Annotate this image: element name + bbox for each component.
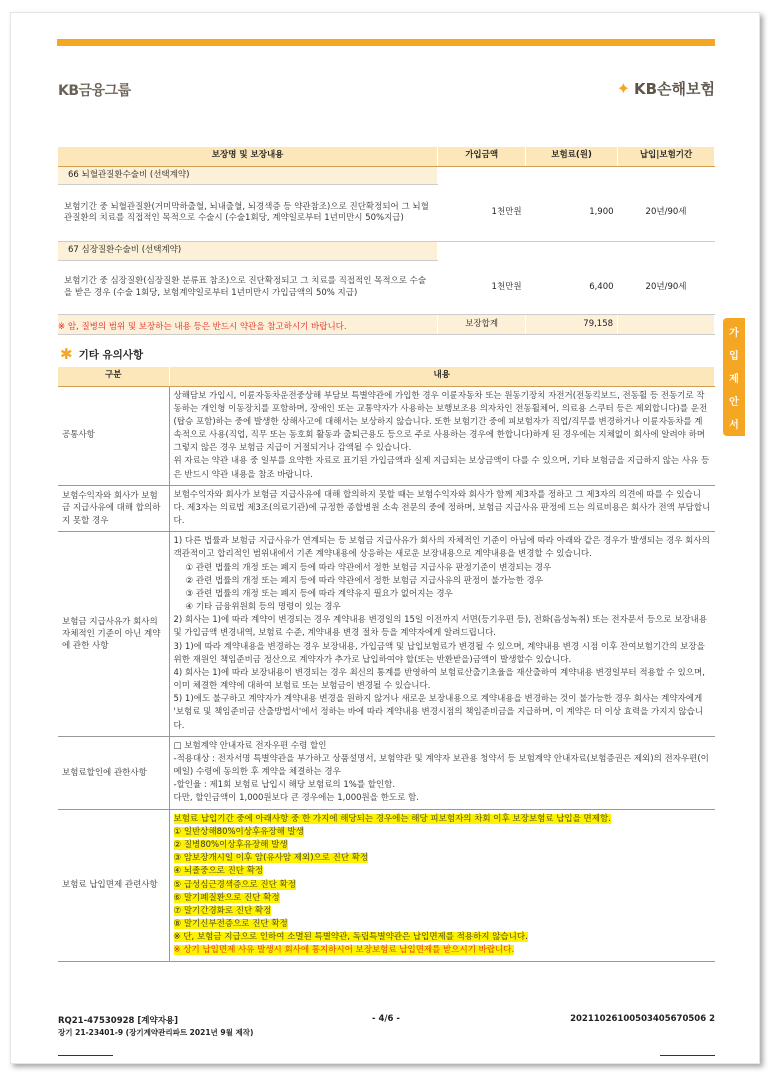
table-row xyxy=(58,242,715,261)
content-line-highlight: 보험료 납입기간 중에 아래사항 중 한 가지에 해당되는 경우에는 해당 피보험자의 차회 이후 보장보험료 납입을 면제함. xyxy=(173,813,611,824)
row-content xyxy=(169,809,715,961)
total-label: 보장합계 xyxy=(438,315,526,335)
content-line: 위 자료는 약관 내용 중 일부를 요약한 자료로 표기된 가입금액과 실제 지급되는 보상금액이 다를 수 있으며, 기타 보험금을 지급하지 않는 사유 등은 반드시 약관 내용을 참조 바랍니다. xyxy=(173,456,710,480)
content-line: 2) 회사는 1)에 따라 계약이 변경되는 경우 계약내용 변경일의 15일 이전까지 서면(등기우편 등), 전화(음성녹취) 또는 전자문서 등으로 보장내용 및 가입금액 변경내역, 보험료 수준, 계약내용 변경 절차 등을 계약자에게 알려드립니다. xyxy=(173,615,708,639)
col-coverage: 보장명 및 보장내용 xyxy=(58,147,438,166)
brand-top-bar xyxy=(57,39,715,46)
content-line: 5) 1)에도 불구하고 계약자가 계약내용 변경을 원하지 않거나 새로운 보장내용으로 계약내용을 변경하는 것이 불가능한 경우 회사는 계약자에게 '보험료 및 책임준비금 산출방법서'에서 정하는 바에 따라 계약내용 변경시점의 책임준비금을 지급하며, 이 계약은 더 이상 효력을 가지지 않습니다. xyxy=(173,694,704,731)
coverage-table xyxy=(58,147,715,335)
content-line-highlight: ※ 단, 보험금 지급으로 인하여 소멸된 특별약관, 독립특별약관은 납입면제를 적용하지 않습니다. xyxy=(173,932,528,943)
table-row xyxy=(58,485,715,532)
footer-serial: 20211026100503405670506 2 xyxy=(570,1014,715,1024)
table-row xyxy=(58,532,715,737)
coverage-name: 67 심장질환수술비 (선택계약) xyxy=(58,242,438,261)
content-line: 3) 1)에 따라 계약내용을 변경하는 경우 보장내용, 가입금액 및 납입보험료가 변경될 수 있으며, 계약내용 변경 시점 이후 잔여보험기간의 보장을 위한 재원인 책임준비금 정산으로 계약자가 추가로 납입하여야 할(또는 반환받을)금액이 발생할수 있습니다. xyxy=(173,641,705,665)
content-line: 다만, 할인금액이 1,000원보다 큰 경우에는 1,000원을 한도로 함. xyxy=(173,793,419,804)
row-content xyxy=(169,532,715,737)
col-period: 납입|보험기간 xyxy=(618,147,715,166)
content-line: □ 보험계약 안내자료 전자우편 수령 할인 xyxy=(173,740,327,751)
content-line-highlight: ① 일반상해80%이상후유장해 발생 xyxy=(173,826,304,837)
coverage-warning-note: ※ 암, 질병의 범위 및 보장하는 내용 등은 반드시 약관을 참고하시기 바랍니다. xyxy=(58,322,347,332)
row-content xyxy=(169,386,715,485)
col-category: 구분 xyxy=(58,367,169,386)
coverage-amount: 1천만원 xyxy=(438,185,526,242)
total-value: 79,158 xyxy=(526,315,618,335)
row-label: 보험수익자와 회사가 보험금 지급사유에 대해 합의하지 못할 경우 xyxy=(58,485,169,532)
kb-insurance-logo-text: KB손해보험 xyxy=(633,80,715,98)
content-line: 1) 다른 법률과 보험금 지급사유가 연계되는 등 보험금 지급사유가 회사의 자체적인 기준이 아님에 따라 아래와 같은 경우가 발생되는 경우 회사의 객관적이고 합리적인 범위내에서 기존 계약내용에 상응하는 새로운 보장내용으로 계약내용을 변경할 수 있습니다. xyxy=(173,536,710,560)
content-line-highlight: ⑧ 말기신부전증으로 진단 확정 xyxy=(173,919,288,930)
side-tab-char: 서 xyxy=(729,419,739,431)
table-row xyxy=(58,185,715,242)
content-line: ③ 관련 법률의 개정 또는 폐지 등에 따라 계약유지 필요가 없어지는 경우 xyxy=(185,588,453,599)
content-line: 보험수익자와 회사가 보험금 지급사유에 대해 합의하지 못할 때는 보험수익자와 회사가 함께 제3자를 정하고 그 제3자의 의견에 따를 수 있습니다. 제3자는 의료법 제3조(의료기관)에 규정한 종합병원 소속 전문의 중에 정하며, 보험금 지급사유 판정에 드는 의료비용은 회사가 전액 부담합니다. xyxy=(173,489,711,527)
coverage-desc: 보험기간 중 심장질환(심장질환 분류표 참조)으로 진단확정되고 그 치료를 직접적인 목적으로 수술을 받은 경우 (수술 1회당, 보험계약일로부터 1년미만시 가입금액의 50% 지급) xyxy=(58,261,438,315)
content-line-highlight: ⑦ 말기간경화로 진단 확정 xyxy=(173,905,272,916)
content-line-highlight: ④ 뇌졸중으로 진단 확정 xyxy=(173,866,264,877)
side-tab-char: 입 xyxy=(729,350,739,362)
content-line: -적용대상 : 전자서명 특별약관을 부가하고 상품설명서, 보험약관 및 계약자 보관용 청약서 등 보험계약 안내자료(보험증권은 제외)의 전자우편(이메일) 수령에 동의한 후 계약을 체결하는 경우 xyxy=(173,753,709,778)
row-label: 보험료할인에 관한사항 xyxy=(58,736,169,809)
coverage-period: 20년/90세 xyxy=(618,185,715,242)
section-title xyxy=(60,345,143,363)
content-line-highlight: ③ 암보장개시일 이후 암(유사암 제외)으로 진단 확정 xyxy=(173,853,369,864)
content-line: ① 관련 법률의 개정 또는 폐지 등에 따라 약관에서 정한 보험금 지급사유 판정기준이 변경되는 경우 xyxy=(185,562,552,573)
row-label: 보험금 지급사유가 회사의 자체적인 기준이 아닌 계약에 관한 사항 xyxy=(58,532,169,737)
content-line-highlight: ⑥ 말기폐질환으로 진단 확정 xyxy=(173,892,280,903)
content-line-highlight: ② 질병80%이상후유장해 발생 xyxy=(173,840,288,850)
footer-rule-right xyxy=(660,1055,715,1056)
row-content xyxy=(169,485,715,532)
coverage-premium: 6,400 xyxy=(526,261,618,315)
content-line-highlight-red: ※ 상기 납입면제 사유 발생시 회사에 통지하시어 보장보험료 납입면제를 받으시기 바랍니다. xyxy=(173,945,515,956)
table-row xyxy=(58,386,715,485)
row-label: 공통사항 xyxy=(58,386,169,485)
star-bullet-icon: ✱ xyxy=(60,345,73,363)
coverage-name: 66 뇌혈관질환수술비 (선택계약) xyxy=(58,166,438,185)
col-content: 내용 xyxy=(169,367,715,386)
section-title-text: 기타 유의사항 xyxy=(78,348,144,361)
content-line: -할인율 : 제1회 보험료 납입시 해당 보험료의 1%를 할인함. xyxy=(173,780,396,791)
row-content xyxy=(169,736,715,809)
kb-group-logo: KB금융그룹 xyxy=(58,83,131,99)
content-line: 4) 회사는 1)에 따라 보장내용이 변경되는 경우 최신의 통계를 반영하여 보험료산출기초율을 재산출하여 계약내용 변경일부터 적용할 수 있으며, 이미 체결한 계약에 대하여 보험료 또는 보험금이 변경될 수 있습니다. xyxy=(173,667,705,692)
col-premium: 보험료(원) xyxy=(526,147,618,166)
side-tab-char: 안 xyxy=(729,396,739,408)
table-row xyxy=(58,166,715,185)
content-line-highlight: ⑤ 급성심근경색증으로 진단 확정 xyxy=(173,879,296,890)
row-label: 보험료 납입면제 관련사항 xyxy=(58,809,169,961)
kb-star-icon: ✦ xyxy=(616,79,630,98)
side-tab-char: 제 xyxy=(729,373,739,385)
coverage-premium: 1,900 xyxy=(526,185,618,242)
notes-table xyxy=(58,367,715,962)
col-amount: 가입금액 xyxy=(438,147,526,166)
coverage-period: 20년/90세 xyxy=(618,261,715,315)
table-row xyxy=(58,261,715,315)
content-line: ② 관련 법률의 개정 또는 폐지 등에 따라 약관에서 정한 보험금 지급사유의 판정이 불가능한 경우 xyxy=(185,575,543,586)
footer-rule-left xyxy=(58,1055,113,1056)
table-row xyxy=(58,736,715,809)
side-tab-char: 가 xyxy=(729,327,739,339)
content-line: 상해담보 가입시, 이륜자동차운전중상해 부담보 특별약관에 가입한 경우 이륜자동차 또는 원동기장치 자전거(전동킥보드, 전동휠 등 전동기로 작동하는 개인형 이동장치를 포함하며, 장애인 또는 교통약자가 사용하는 보행보조용 의자차인 전동휠체어, 의료용 스쿠터 등은 제외합니다)를 운전(탑승 포함)하는 중에 발생한 상해사고에 대해서는 보상하지 않습니다. 또한 보험기간 중에 피보험자가 직업/직무를 변경하거나 이륜자동차를 계속적으로 사용(직업, 직무 또는 동호회 활동과 출퇴근용도 등으로 주로 사용하는 경우에 한합니다)하게 된 경우에는 지체없이 회사에 알려야 하며 그렇지 않은 경우 보험금 지급이 거절되거나 감액될 수 있습니다. xyxy=(173,390,708,454)
footer-doc-code: RQ21-47530928 [계약자용] xyxy=(58,1016,179,1026)
coverage-amount: 1천만원 xyxy=(438,261,526,315)
footer-approval: 장기 21-23401-9 (장기계약관리파트 2021년 9월 제작) xyxy=(58,1028,254,1037)
kb-insurance-logo xyxy=(617,78,715,99)
content-line: ④ 기타 금융위원회 등의 명령이 있는 경우 xyxy=(185,602,341,613)
coverage-desc: 보험기간 중 뇌혈관질환(거미막하출혈, 뇌내출혈, 뇌경색증 등 약관참조)으로 진단확정되어 그 뇌혈관질환의 치료를 직접적인 목적으로 수술시 (수술1회당, 계약일로부터 1년미만시 50%지급) xyxy=(58,185,438,242)
table-row xyxy=(58,809,715,961)
side-tab-proposal[interactable] xyxy=(723,318,745,436)
footer-page-number: - 4/6 - xyxy=(372,1014,400,1024)
